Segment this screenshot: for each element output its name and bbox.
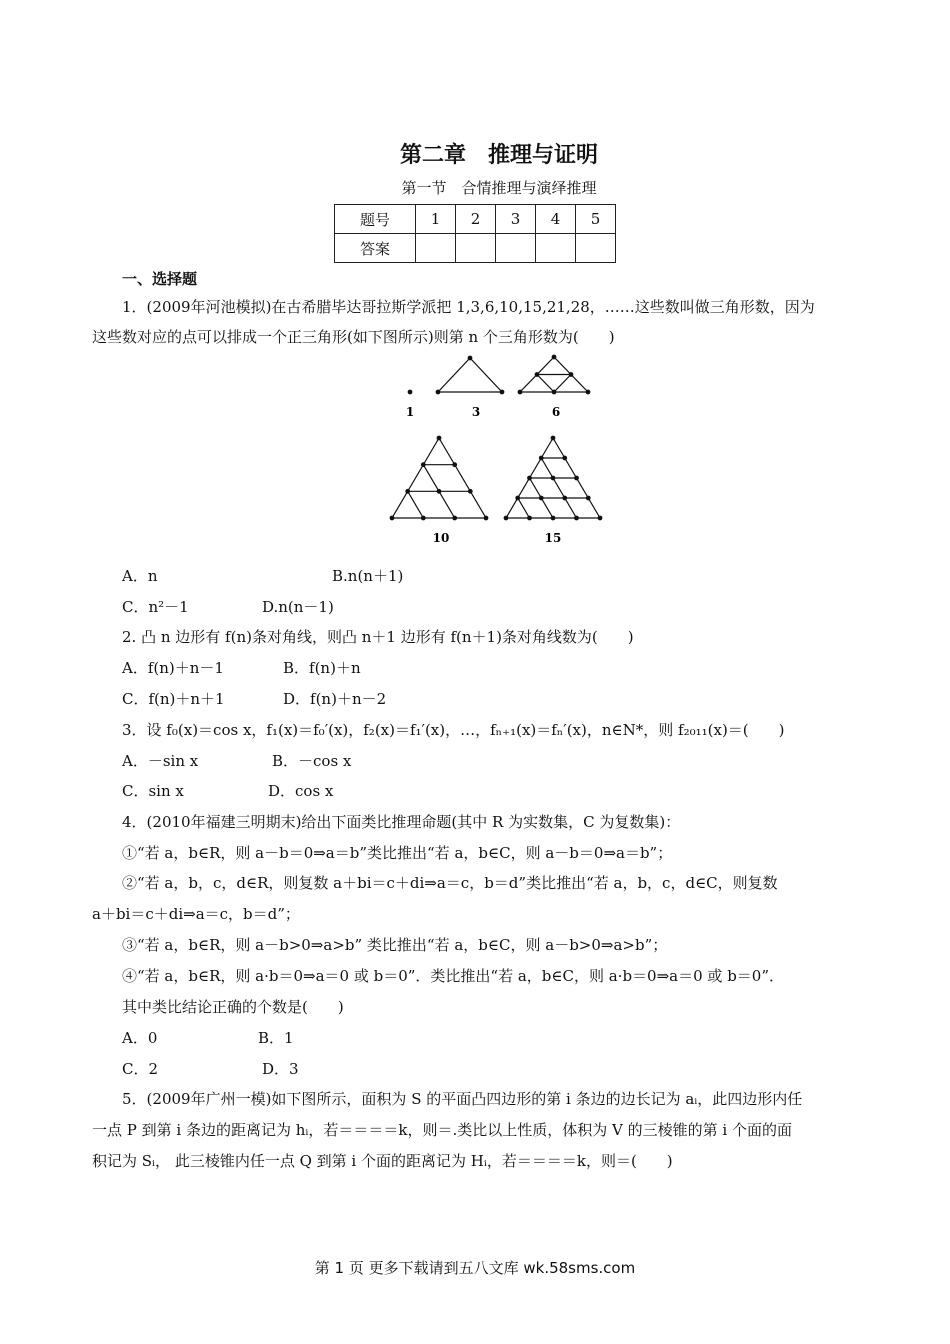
dot — [575, 516, 579, 520]
dot — [422, 516, 426, 520]
answer-cell[interactable] — [416, 234, 456, 263]
table-cell: 2 — [456, 205, 496, 234]
page-footer: 第 1 页 更多下载请到五八文库 wk.58sms.com — [314, 1259, 636, 1277]
dot — [552, 390, 556, 394]
q1-option-a[interactable]: A．n — [122, 567, 158, 585]
dot — [437, 490, 441, 494]
table-header-cell: 答案 — [335, 234, 416, 263]
dot — [575, 476, 579, 480]
dot — [408, 390, 412, 394]
section-heading: 一、选择题 — [122, 270, 198, 288]
edge — [408, 491, 424, 518]
dot — [390, 516, 394, 520]
chapter-title: 第二章 推理与证明 — [399, 143, 598, 168]
q1-line1: 1．(2009年河池模拟)在古希腊毕达哥拉斯学派把 1,3,6,10,15,21,28，……这些数叫做三角形数，因为 — [122, 298, 815, 316]
q4-item4: ④“若 a，b∈R，则 a·b＝0⇒a＝0 或 b＝0”．类比推出“若 a，b∈C，则 a·b＝0⇒a＝0 或 b＝0”． — [122, 967, 785, 985]
dot — [563, 496, 567, 500]
q3-option-b[interactable]: B．－cos x — [272, 752, 352, 770]
q4-option-c[interactable]: C．2 — [122, 1060, 159, 1078]
triangle-3 — [438, 358, 502, 392]
q2-option-b[interactable]: B．f(n)＋n — [283, 659, 361, 677]
figure-label: 15 — [544, 531, 562, 545]
dot — [453, 463, 457, 467]
dot — [563, 456, 567, 460]
edge — [537, 375, 554, 393]
figure-label: 1 — [405, 405, 415, 419]
figure-label: 6 — [551, 405, 561, 419]
table-cell: 4 — [536, 205, 576, 234]
q4-item2-line1: ②“若 a，b，c，d∈R，则复数 a＋bi＝c＋di⇒a＝c，b＝d”类比推出“若 a，b，c，d∈C，则复数 — [122, 874, 778, 892]
q2-option-c[interactable]: C．f(n)＋n＋1 — [122, 690, 225, 708]
dot — [528, 476, 532, 480]
q1-option-c[interactable]: C．n²－1 — [122, 598, 189, 616]
dot — [528, 516, 532, 520]
dot — [504, 516, 508, 520]
dot — [468, 356, 472, 360]
q4-item1: ①“若 a，b∈R，则 a－b＝0⇒a＝b”类比推出“若 a，b∈C，则 a－b＝0⇒a＝b”； — [122, 844, 673, 862]
answer-cell[interactable] — [456, 234, 496, 263]
dot — [586, 390, 590, 394]
dot — [406, 490, 410, 494]
table-cell: 1 — [416, 205, 456, 234]
dot — [484, 516, 488, 520]
q2-option-d[interactable]: D．f(n)＋n－2 — [283, 690, 387, 708]
table-header-cell: 题号 — [335, 205, 416, 234]
q4-option-a[interactable]: A．0 — [122, 1029, 158, 1047]
dot — [422, 463, 426, 467]
triangle-10 — [392, 438, 486, 518]
q4-option-b[interactable]: B．1 — [258, 1029, 294, 1047]
q4-option-d[interactable]: D．3 — [262, 1060, 299, 1078]
q5-line3: 积记为 Sᵢ， 此三棱锥内任一点 Q 到第 i 个面的距离记为 Hᵢ，若＝＝＝＝k，则＝( ) — [92, 1152, 673, 1170]
q2-stem: 2. 凸 n 边形有 f(n)条对角线，则凸 n＋1 边形有 f(n＋1)条对角线数为( ) — [122, 628, 634, 646]
triangular-numbers-figure — [380, 350, 620, 550]
dot — [551, 516, 555, 520]
figure-label: 3 — [471, 405, 481, 419]
q5-line1: 5．(2009年广州一模)如下图所示，面积为 S 的平面凸四边形的第 i 条边的边长记为 aᵢ，此四边形内任 — [122, 1090, 803, 1108]
q1-line2: 这些数对应的点可以排成一个正三角形(如下图所示)则第 n 个三角形数为( ) — [92, 328, 615, 346]
section-title: 第一节 合情推理与演绎推理 — [401, 179, 597, 197]
dot — [551, 476, 555, 480]
q1-option-b[interactable]: B.n(n＋1) — [332, 567, 404, 585]
dot — [598, 516, 602, 520]
figure-label: 10 — [432, 531, 450, 545]
dot — [552, 355, 556, 359]
answer-table — [334, 204, 616, 263]
answer-cell[interactable] — [536, 234, 576, 263]
table-row — [335, 205, 616, 234]
q3-option-d[interactable]: D．cos x — [268, 782, 334, 800]
table-cell: 3 — [496, 205, 536, 234]
dot — [569, 373, 573, 377]
dot — [551, 436, 555, 440]
dot — [437, 436, 441, 440]
table-row — [335, 234, 616, 263]
answer-cell[interactable] — [576, 234, 616, 263]
table-cell: 5 — [576, 205, 616, 234]
dot — [453, 516, 457, 520]
q4-item2-line2: a＋bi＝c＋di⇒a＝c，b＝d”； — [92, 905, 300, 923]
q3-stem: 3．设 f₀(x)＝cos x，f₁(x)＝f₀′(x)，f₂(x)＝f₁′(x)，…，fₙ₊₁(x)＝fₙ′(x)，n∈N*，则 f₂₀₁₁(x)＝( ) — [122, 721, 785, 739]
q5-line2: 一点 P 到第 i 条边的距离记为 hᵢ，若＝＝＝＝k，则＝.类比以上性质，体积为 V 的三棱锥的第 i 个面的面 — [92, 1121, 792, 1139]
dot — [518, 390, 522, 394]
dot — [539, 496, 543, 500]
dot — [586, 496, 590, 500]
dot — [516, 496, 520, 500]
dot — [436, 390, 440, 394]
q3-option-a[interactable]: A．－sin x — [122, 752, 199, 770]
q1-option-d[interactable]: D.n(n－1) — [262, 598, 334, 616]
edge — [541, 458, 576, 518]
edge — [554, 375, 571, 393]
q4-stem: 4．(2010年福建三明期末)给出下面类比推理命题(其中 R 为实数集，C 为复数集)： — [122, 813, 681, 831]
edge — [518, 498, 530, 518]
q2-option-a[interactable]: A．f(n)＋n－1 — [122, 659, 224, 677]
answer-cell[interactable] — [496, 234, 536, 263]
q4-item3: ③“若 a，b∈R，则 a－b>0⇒a>b” 类比推出“若 a，b∈C，则 a－b>0⇒a>b”； — [122, 936, 668, 954]
q3-option-c[interactable]: C．sin x — [122, 782, 184, 800]
dot — [535, 373, 539, 377]
dot — [539, 456, 543, 460]
q4-question: 其中类比结论正确的个数是( ) — [122, 998, 344, 1016]
dot — [469, 490, 473, 494]
dot — [500, 390, 504, 394]
